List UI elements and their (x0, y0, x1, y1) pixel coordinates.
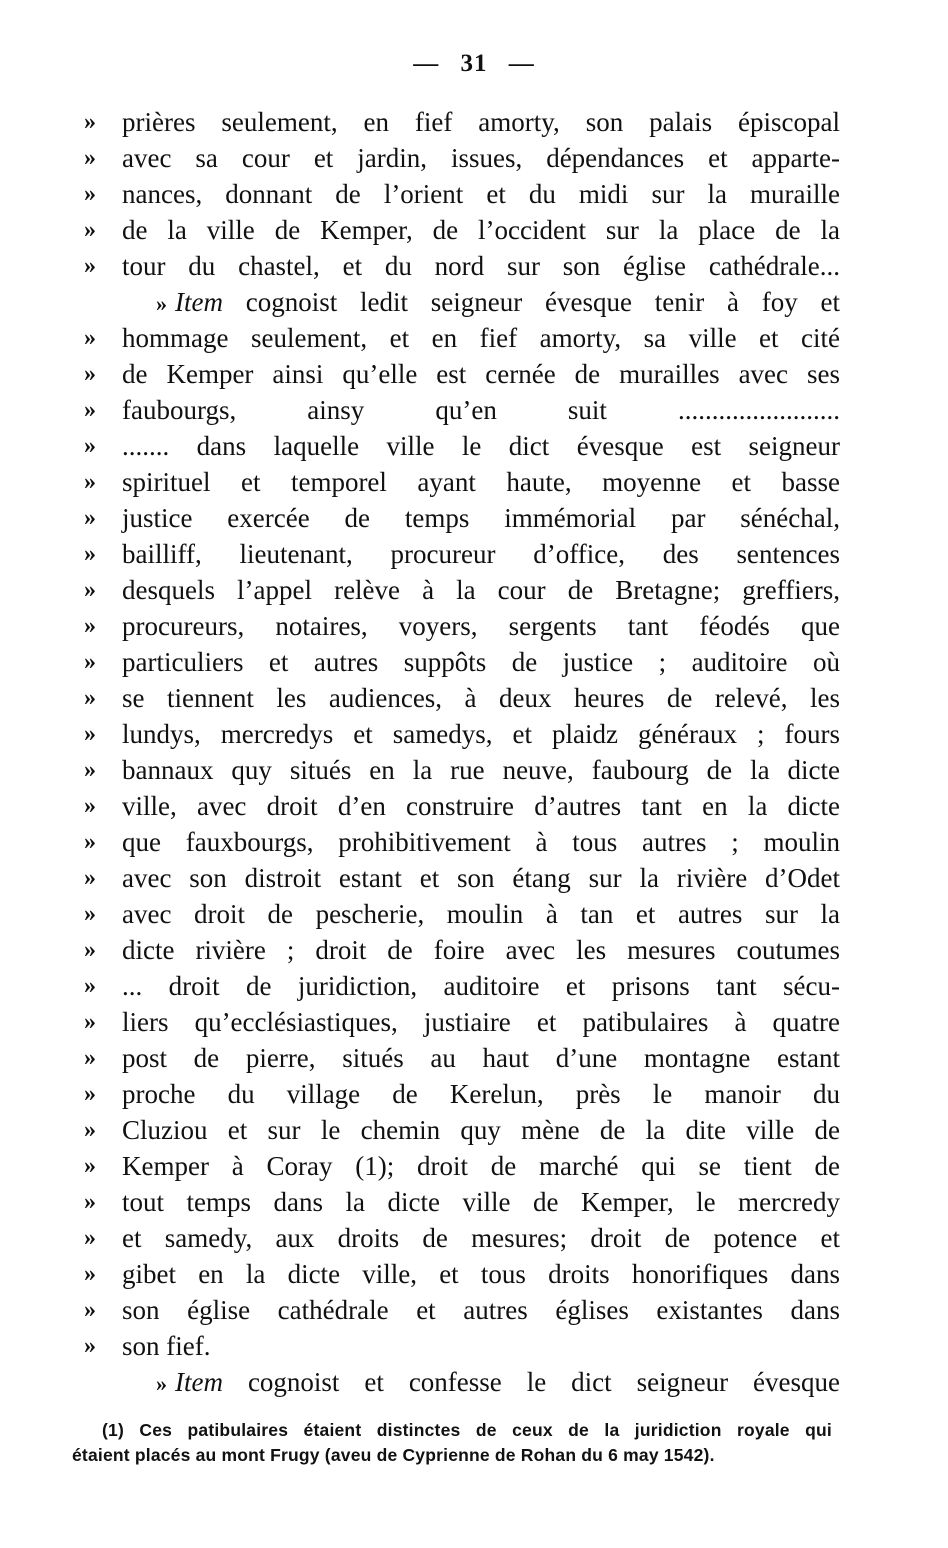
text-line (84, 860, 840, 896)
line-text (122, 428, 840, 464)
guillemet-mark: » (84, 325, 96, 351)
line-content: son fief. (122, 1331, 211, 1361)
line-content: post de pierre, situés au haut d’une montagne estant (122, 1043, 840, 1073)
line-text (156, 284, 840, 322)
line-content: desquels l’appel relève à la cour de Bretagne; greffiers, (122, 575, 840, 605)
footnote (72, 1418, 832, 1468)
footnote-text-2: étaient placés au mont Frugy (aveu de Cyprienne de Rohan du 6 may 1542). (72, 1445, 715, 1465)
line-content: prières seulement, en fief amorty, son palais épiscopal (122, 107, 840, 137)
line-text (122, 572, 840, 608)
line-content: se tiennent les audiences, à deux heures de relevé, les (122, 683, 840, 713)
line-content: tout temps dans la dicte ville de Kemper, le mercredy (122, 1187, 840, 1217)
text-line (84, 536, 840, 572)
guillemet-mark: » (84, 1009, 96, 1035)
body-text (84, 104, 840, 1400)
guillemet-mark: » (84, 577, 96, 603)
line-text (122, 140, 840, 176)
line-text (122, 932, 840, 968)
line-text (122, 896, 840, 932)
page-number-dash-left: — (413, 50, 440, 77)
line-text (122, 176, 840, 212)
line-text (122, 860, 840, 896)
guillemet-mark: » (84, 613, 96, 639)
text-line (84, 1112, 840, 1148)
guillemet-mark: » (84, 829, 96, 855)
line-content: avec sa cour et jardin, issues, dépendances et apparte- (122, 143, 840, 173)
footnote-marker: (1) (102, 1420, 124, 1440)
guillemet-mark: » (84, 469, 96, 495)
text-line (84, 572, 840, 608)
line-content: hommage seulement, et en fief amorty, sa ville et cité (122, 323, 840, 353)
line-content: bailliff, lieutenant, procureur d’office, des sentences (122, 539, 840, 569)
text-line (84, 1076, 840, 1112)
line-text (122, 248, 840, 284)
line-content: lundys, mercredys et samedys, et plaidz généraux ; fours (122, 719, 840, 749)
line-content: de la ville de Kemper, de l’occident sur la place de la (122, 215, 840, 245)
line-content: spirituel et temporel ayant haute, moyenne et basse (122, 467, 840, 497)
line-content: procureurs, notaires, voyers, sergents tant féodés que (122, 611, 840, 641)
italic-lead: Item (175, 1367, 223, 1397)
line-content: Cluziou et sur le chemin quy mène de la dite ville de (122, 1115, 840, 1145)
line-content: ville, avec droit d’en construire d’autres tant en la dicte (122, 791, 840, 821)
line-content: nances, donnant de l’orient et du midi sur la muraille (122, 179, 840, 209)
line-text (156, 1364, 840, 1402)
guillemet-mark: » (84, 541, 96, 567)
line-text (122, 464, 840, 500)
guillemet-mark: » (84, 1261, 96, 1287)
line-text (122, 1040, 840, 1076)
line-content: particuliers et autres suppôts de justice ; auditoire où (122, 647, 840, 677)
line-content: avec son distroit estant et son étang sur la rivière d’Odet (122, 863, 840, 893)
page-number: 31 (460, 50, 488, 77)
text-line (84, 644, 840, 680)
line-content: bannaux quy situés en la rue neuve, faubourg de la dicte (122, 755, 840, 785)
text-line (84, 176, 840, 212)
text-line (84, 104, 840, 140)
guillemet-mark: » (84, 793, 96, 819)
line-content: liers qu’ecclésiastiques, justiaire et patibulaires à quatre (122, 1007, 840, 1037)
guillemet-mark: » (84, 1333, 96, 1359)
line-text (122, 1184, 840, 1220)
page-number-header (0, 50, 948, 78)
text-line (84, 968, 840, 1004)
footnote-text-1: Ces patibulaires étaient distinctes de ceux de la juridiction royale qui (139, 1420, 832, 1440)
text-line (84, 1256, 840, 1292)
text-line (84, 464, 840, 500)
line-content: gibet en la dicte ville, et tous droits honorifiques dans (122, 1259, 840, 1289)
text-line (84, 500, 840, 536)
text-line (84, 392, 840, 428)
guillemet-mark: » (84, 685, 96, 711)
guillemet-mark: » (84, 973, 96, 999)
line-text (122, 1076, 840, 1112)
text-line (84, 1220, 840, 1256)
guillemet-mark: » (84, 253, 96, 279)
text-line (84, 932, 840, 968)
guillemet-mark: » (84, 181, 96, 207)
line-content: ... droit de juridiction, auditoire et prisons tant sécu- (122, 971, 840, 1001)
line-content: cognoist et confesse le dict seigneur évesque (247, 1367, 840, 1397)
text-line (84, 1148, 840, 1184)
text-line (84, 1364, 840, 1400)
line-text (122, 788, 840, 824)
line-text (122, 1148, 840, 1184)
line-content: que fauxbourgs, prohibitivement à tous autres ; moulin (122, 827, 840, 857)
line-content: Kemper à Coray (1); droit de marché qui se tient de (122, 1151, 840, 1181)
text-line (84, 320, 840, 356)
line-content: et samedy, aux droits de mesures; droit de potence et (122, 1223, 840, 1253)
guillemet-mark: » (84, 505, 96, 531)
guillemet-mark: » (84, 649, 96, 675)
line-text (122, 500, 840, 536)
guillemet-mark: » (84, 1045, 96, 1071)
line-text (122, 1004, 840, 1040)
line-content: son église cathédrale et autres églises existantes dans (122, 1295, 840, 1325)
line-text (122, 212, 840, 248)
line-content: avec droit de pescherie, moulin à tan et autres sur la (122, 899, 840, 929)
text-line (84, 140, 840, 176)
text-line (84, 284, 840, 320)
line-content: ....... dans laquelle ville le dict évesque est seigneur (122, 431, 840, 461)
guillemet-mark: » (84, 1297, 96, 1323)
guillemet-mark: » (84, 397, 96, 423)
line-text (122, 644, 840, 680)
guillemet-mark: » (84, 937, 96, 963)
text-line (84, 1040, 840, 1076)
line-text (122, 680, 840, 716)
line-text (122, 320, 840, 356)
line-text (122, 716, 840, 752)
guillemet-mark: » (84, 145, 96, 171)
text-line (84, 248, 840, 284)
text-line (84, 896, 840, 932)
text-line (84, 788, 840, 824)
text-line (84, 680, 840, 716)
page-number-dash-right: — (508, 50, 535, 77)
text-line (84, 1292, 840, 1328)
line-text (122, 968, 840, 1004)
guillemet-mark: » (156, 1371, 167, 1396)
text-line (84, 212, 840, 248)
line-content: de Kemper ainsi qu’elle est cernée de murailles avec ses (122, 359, 840, 389)
text-line (84, 608, 840, 644)
line-text (122, 1292, 840, 1328)
line-text (122, 1328, 840, 1364)
line-text (122, 392, 840, 428)
line-content: cognoist ledit seigneur évesque tenir à foy et (245, 287, 840, 317)
line-text (122, 1256, 840, 1292)
guillemet-mark: » (84, 901, 96, 927)
line-text (122, 356, 840, 392)
guillemet-mark: » (84, 757, 96, 783)
text-line (84, 428, 840, 464)
line-text (122, 536, 840, 572)
line-content: dicte rivière ; droit de foire avec les mesures coutumes (122, 935, 840, 965)
line-text (122, 824, 840, 860)
line-text (122, 608, 840, 644)
guillemet-mark: » (84, 865, 96, 891)
line-content: justice exercée de temps immémorial par sénéchal, (122, 503, 840, 533)
guillemet-mark: » (84, 1081, 96, 1107)
guillemet-mark: » (84, 1225, 96, 1251)
guillemet-mark: » (84, 217, 96, 243)
line-content: proche du village de Kerelun, près le manoir du (122, 1079, 840, 1109)
text-line (84, 716, 840, 752)
text-line (84, 356, 840, 392)
guillemet-mark: » (84, 1117, 96, 1143)
guillemet-mark: » (156, 291, 167, 316)
text-line (84, 1328, 840, 1364)
text-line (84, 824, 840, 860)
line-content: faubourgs, ainsy qu’en suit ........................ (122, 395, 840, 425)
line-text (122, 752, 840, 788)
guillemet-mark: » (84, 433, 96, 459)
guillemet-mark: » (84, 1189, 96, 1215)
guillemet-mark: » (84, 721, 96, 747)
line-content: tour du chastel, et du nord sur son église cathédrale... (122, 251, 840, 281)
italic-lead: Item (175, 287, 223, 317)
line-text (122, 104, 840, 140)
text-line (84, 752, 840, 788)
text-line (84, 1184, 840, 1220)
line-text (122, 1112, 840, 1148)
line-text (122, 1220, 840, 1256)
text-line (84, 1004, 840, 1040)
guillemet-mark: » (84, 109, 96, 135)
guillemet-mark: » (84, 1153, 96, 1179)
footnote-line-1 (72, 1418, 832, 1443)
guillemet-mark: » (84, 361, 96, 387)
